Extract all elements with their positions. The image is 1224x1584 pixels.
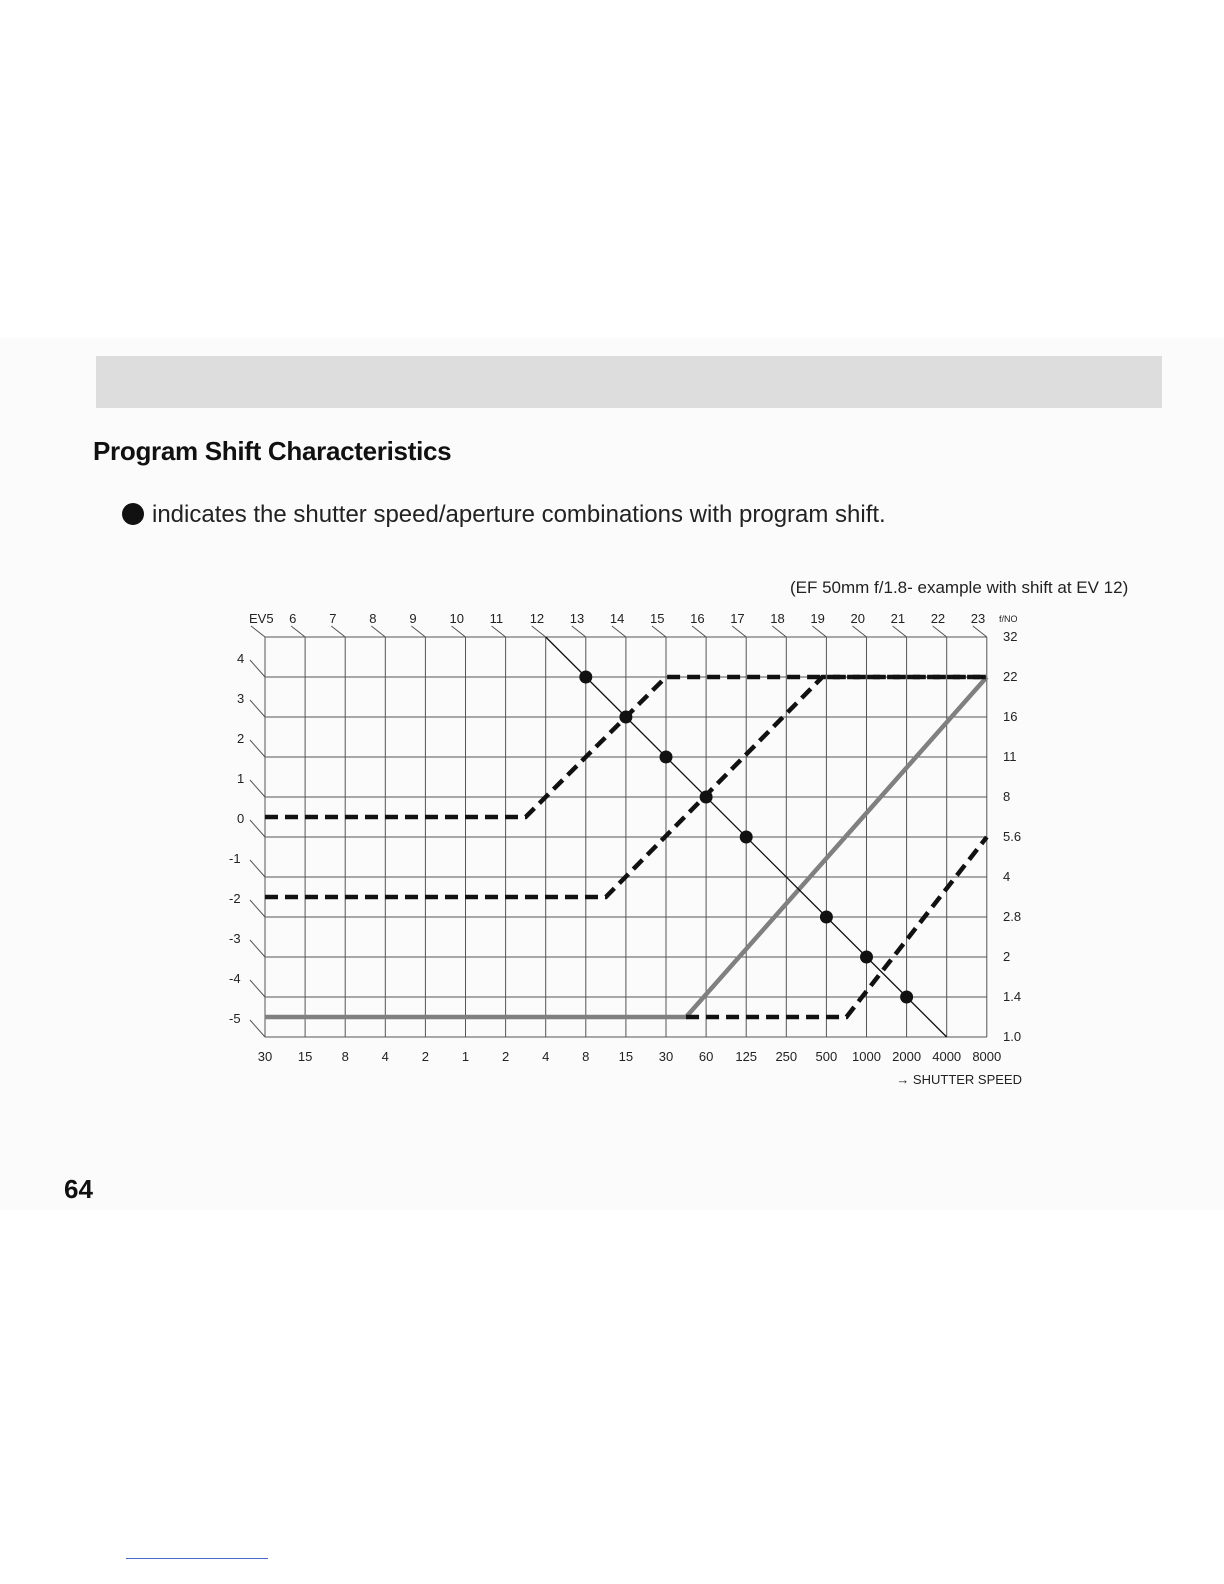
ev-label: 14 (609, 611, 625, 626)
x-tick-label: 1 (461, 1049, 470, 1064)
ev-offset-label: 0 (237, 811, 245, 826)
ev-offset-tick (250, 1020, 265, 1037)
x-tick-label: 2000 (892, 1049, 922, 1064)
ev-label: 9 (409, 611, 417, 626)
ev-label: EV5 (249, 611, 274, 626)
y-tick-label: 16 (1003, 709, 1018, 724)
ev-label: 6 (289, 611, 297, 626)
x-tick-label: 8000 (972, 1049, 1002, 1064)
ev-offset-label: -2 (229, 891, 241, 906)
y-tick-label: 1.0 (1003, 1029, 1022, 1044)
x-tick-label: 500 (815, 1049, 838, 1064)
y-tick-label: 32 (1003, 629, 1018, 644)
x-tick-label: 1000 (852, 1049, 881, 1064)
ev-label: 20 (850, 611, 865, 626)
shift-point (900, 991, 913, 1004)
y-tick-label: 8 (1003, 789, 1011, 804)
ev-tick (973, 626, 987, 637)
x-tick-label: 15 (297, 1049, 313, 1064)
ev-offset-tick (250, 660, 265, 677)
ev-offset-tick (250, 900, 265, 917)
y-axis-label: f/NO (999, 614, 1018, 624)
x-tick-label: 15 (618, 1049, 634, 1064)
ev-offset-label: -4 (229, 971, 241, 986)
ev-offset-tick (250, 820, 265, 837)
ev-offset-label: 4 (237, 651, 245, 666)
x-tick-label: 125 (735, 1049, 758, 1064)
x-tick-label: 2 (421, 1049, 430, 1064)
ev-label: 15 (650, 611, 665, 626)
ev-label: 23 (970, 611, 986, 626)
ev-label: 22 (930, 611, 946, 626)
ev-offset-tick (250, 740, 265, 757)
shift-point (860, 951, 873, 964)
ev-tick (652, 626, 666, 637)
ev-offset-tick (250, 700, 265, 717)
x-axis-label: → SHUTTER SPEED (896, 1072, 1022, 1087)
x-tick-label: 4 (381, 1049, 389, 1064)
ev-tick (251, 626, 265, 637)
ev-tick (572, 626, 586, 637)
ev-tick (331, 626, 345, 637)
x-tick-label: 30 (257, 1049, 273, 1064)
x-tick-label: 8 (341, 1049, 349, 1064)
ev-offset-label: 1 (237, 771, 245, 786)
shift-point (740, 831, 753, 844)
shift-point (660, 751, 673, 764)
ev-offset-tick (250, 980, 265, 997)
ev-tick (933, 626, 947, 637)
ev-offset-label: -5 (229, 1011, 241, 1026)
ev-tick (532, 626, 546, 637)
footer-rule (126, 1558, 268, 1559)
x-tick-label: 60 (698, 1049, 714, 1064)
x-tick-label: 4 (542, 1049, 550, 1064)
ev-tick (371, 626, 385, 637)
shift-point (700, 791, 713, 804)
x-tick-label: 250 (775, 1049, 798, 1064)
ev-label: 17 (730, 611, 745, 626)
chart-note: (EF 50mm f/1.8- example with shift at EV 12) (790, 578, 1129, 597)
ev-tick (812, 626, 826, 637)
ev-tick (411, 626, 425, 637)
ev-label: 11 (489, 611, 504, 626)
legend-text: indicates the shutter speed/aperture combinations with program shift. (152, 501, 886, 528)
ev-tick (893, 626, 907, 637)
ev-offset-label: 3 (237, 691, 245, 706)
ev-label: 13 (569, 611, 585, 626)
y-tick-label: 11 (1003, 749, 1017, 764)
ev-offset-tick (250, 860, 265, 877)
ev-label: 10 (449, 611, 464, 626)
ev-tick (612, 626, 626, 637)
y-tick-label: 1.4 (1003, 989, 1022, 1004)
ev-label: 19 (810, 611, 825, 626)
ev-label: 18 (770, 611, 785, 626)
ev-tick (291, 626, 305, 637)
ev-tick (692, 626, 706, 637)
ev-label: 8 (369, 611, 377, 626)
page-number: 64 (64, 1174, 93, 1204)
x-tick-label: 8 (582, 1049, 590, 1064)
section-title: Program Shift Characteristics (93, 436, 452, 466)
y-tick-label: 2.8 (1003, 909, 1022, 924)
ev-label: 21 (890, 611, 906, 626)
shift-point (619, 711, 632, 724)
ev-tick (853, 626, 867, 637)
ev-offset-tick (250, 940, 265, 957)
ev-label: 7 (329, 611, 337, 626)
x-tick-label: 4000 (932, 1049, 962, 1064)
ev-tick (492, 626, 506, 637)
ev-label: 12 (529, 611, 545, 626)
y-tick-label: 22 (1003, 669, 1018, 684)
ev-offset-tick (250, 780, 265, 797)
ev-label: 16 (690, 611, 705, 626)
y-tick-label: 4 (1003, 869, 1011, 884)
ev-offset-label: 2 (237, 731, 245, 746)
shift-point (820, 911, 833, 924)
y-tick-label: 2 (1003, 949, 1011, 964)
ev-offset-label: -3 (229, 931, 241, 946)
shift-point (579, 671, 592, 684)
ev-tick (732, 626, 746, 637)
ev-offset-label: -1 (229, 851, 241, 866)
ev-tick (772, 626, 786, 637)
y-tick-label: 5.6 (1003, 829, 1022, 844)
ev-tick (452, 626, 466, 637)
x-tick-label: 30 (658, 1049, 674, 1064)
x-tick-label: 2 (501, 1049, 510, 1064)
